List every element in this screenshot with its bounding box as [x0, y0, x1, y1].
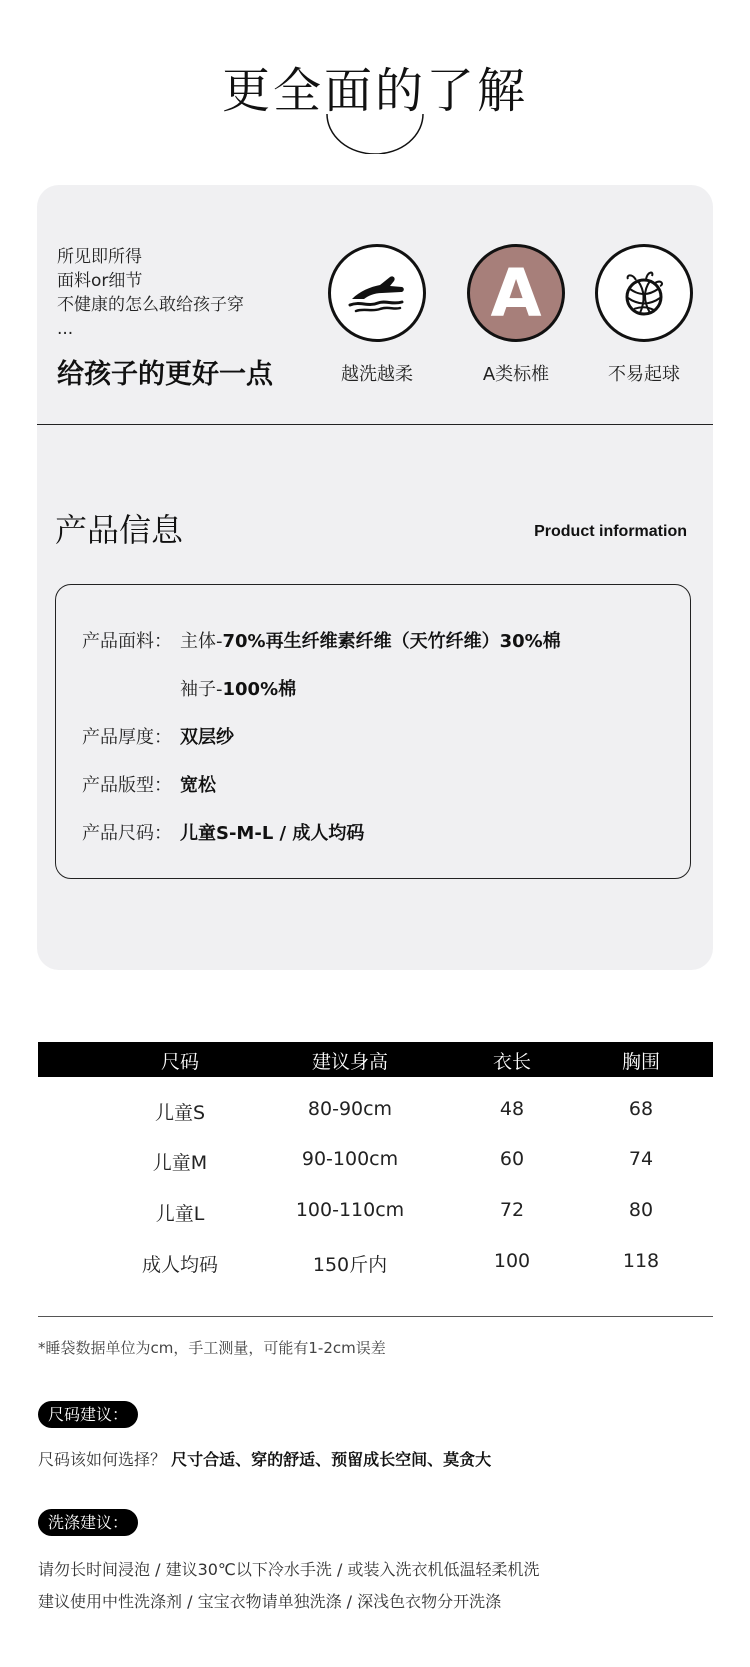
feature-label: 不易起球: [608, 364, 680, 385]
section-divider: [37, 424, 713, 425]
table-cell: 60: [499, 1148, 525, 1170]
yarn-ball-icon: [595, 244, 693, 342]
info-value: 70%再生纤维素纤维（天竹纤维）30%棉: [222, 631, 561, 652]
info-value: 宽松: [180, 775, 216, 796]
info-row-fit: [82, 771, 216, 797]
feature-grade-a: [466, 244, 566, 386]
info-value: 双层纱: [180, 727, 234, 748]
info-prefix: 主体-: [180, 631, 223, 652]
header-cell: 衣长: [492, 1051, 531, 1073]
intro-line: 面料or细节: [57, 271, 143, 291]
intro-line: 所见即所得: [57, 247, 142, 267]
size-advice-text: [38, 1447, 491, 1470]
page-title: 更全面的了解: [221, 63, 528, 119]
table-cell: 68: [628, 1098, 654, 1120]
table-bottom-line: [38, 1316, 713, 1317]
table-cell: 成人均码: [141, 1254, 218, 1276]
feature-soft: [327, 244, 427, 386]
table-cell: 100: [493, 1250, 531, 1272]
table-cell: 100-110cm: [295, 1199, 405, 1221]
table-cell: 儿童L: [155, 1203, 205, 1225]
intro-line: 不健康的怎么敢给孩子穿: [57, 295, 244, 315]
size-advice-question: 尺码该如何选择？: [38, 1450, 167, 1469]
header-cell: 建议身高: [311, 1051, 388, 1073]
info-row-fabric: [82, 627, 561, 653]
hand-wave-icon: [328, 244, 426, 342]
wash-advice-line: 请勿长时间浸泡 / 建议30℃以下冷水手洗 / 或装入洗衣机低温轻柔机洗: [38, 1560, 540, 1579]
info-label: 产品面料：: [82, 631, 172, 652]
table-cell: 80-90cm: [307, 1098, 393, 1120]
intro-line: ...: [57, 319, 74, 339]
wash-advice-tag: 洗涤建议：: [38, 1509, 138, 1536]
intro-headline: 给孩子的更好一点: [57, 359, 273, 390]
info-value: 100%棉: [222, 679, 297, 700]
table-cell: 儿童S: [154, 1102, 206, 1124]
table-row: [38, 1250, 713, 1280]
table-cell: 80: [628, 1199, 654, 1221]
info-label: 产品厚度：: [82, 727, 172, 748]
table-cell: 118: [622, 1250, 660, 1272]
table-row: [38, 1098, 713, 1128]
size-table-header: [38, 1042, 713, 1077]
grade-a-badge: [467, 244, 565, 342]
size-advice-tag: 尺码建议：: [38, 1401, 138, 1428]
info-label: 产品尺码：: [82, 823, 172, 844]
size-advice-answer: 尺寸合适、穿的舒适、预留成长空间、莫贪大: [171, 1450, 492, 1469]
decorative-arc: [325, 112, 425, 154]
wash-advice-line: 建议使用中性洗涤剂 / 宝宝衣物请单独洗涤 / 深浅色衣物分开洗涤: [38, 1592, 502, 1611]
info-prefix: 袖子-: [180, 679, 223, 700]
table-cell: 74: [628, 1148, 654, 1170]
feature-label: A类标椎: [482, 364, 550, 385]
header-cell: 胸围: [621, 1051, 660, 1073]
grade-letter: A: [490, 255, 542, 332]
info-label: 产品版型：: [82, 775, 172, 796]
header-cell: 尺码: [160, 1051, 199, 1073]
measurement-note: *睡袋数据单位为cm，手工测量，可能有1-2cm误差: [38, 1339, 386, 1357]
table-cell: 48: [499, 1098, 525, 1120]
info-row-size: [82, 819, 364, 845]
product-info-subtitle: Product information: [534, 523, 687, 540]
table-cell: 90-100cm: [301, 1148, 399, 1170]
intro-text: [57, 245, 244, 341]
info-row-sleeve: [82, 675, 296, 701]
feature-no-pilling: [594, 244, 694, 386]
info-row-thickness: [82, 723, 234, 749]
info-value: 儿童S-M-L / 成人均码: [180, 823, 365, 844]
table-row: [38, 1148, 713, 1178]
table-cell: 72: [499, 1199, 525, 1221]
table-cell: 儿童M: [152, 1152, 208, 1174]
product-info-title: 产品信息: [55, 511, 184, 549]
table-cell: 150斤内: [312, 1254, 388, 1276]
table-row: [38, 1199, 713, 1229]
feature-label: 越洗越柔: [341, 364, 413, 385]
